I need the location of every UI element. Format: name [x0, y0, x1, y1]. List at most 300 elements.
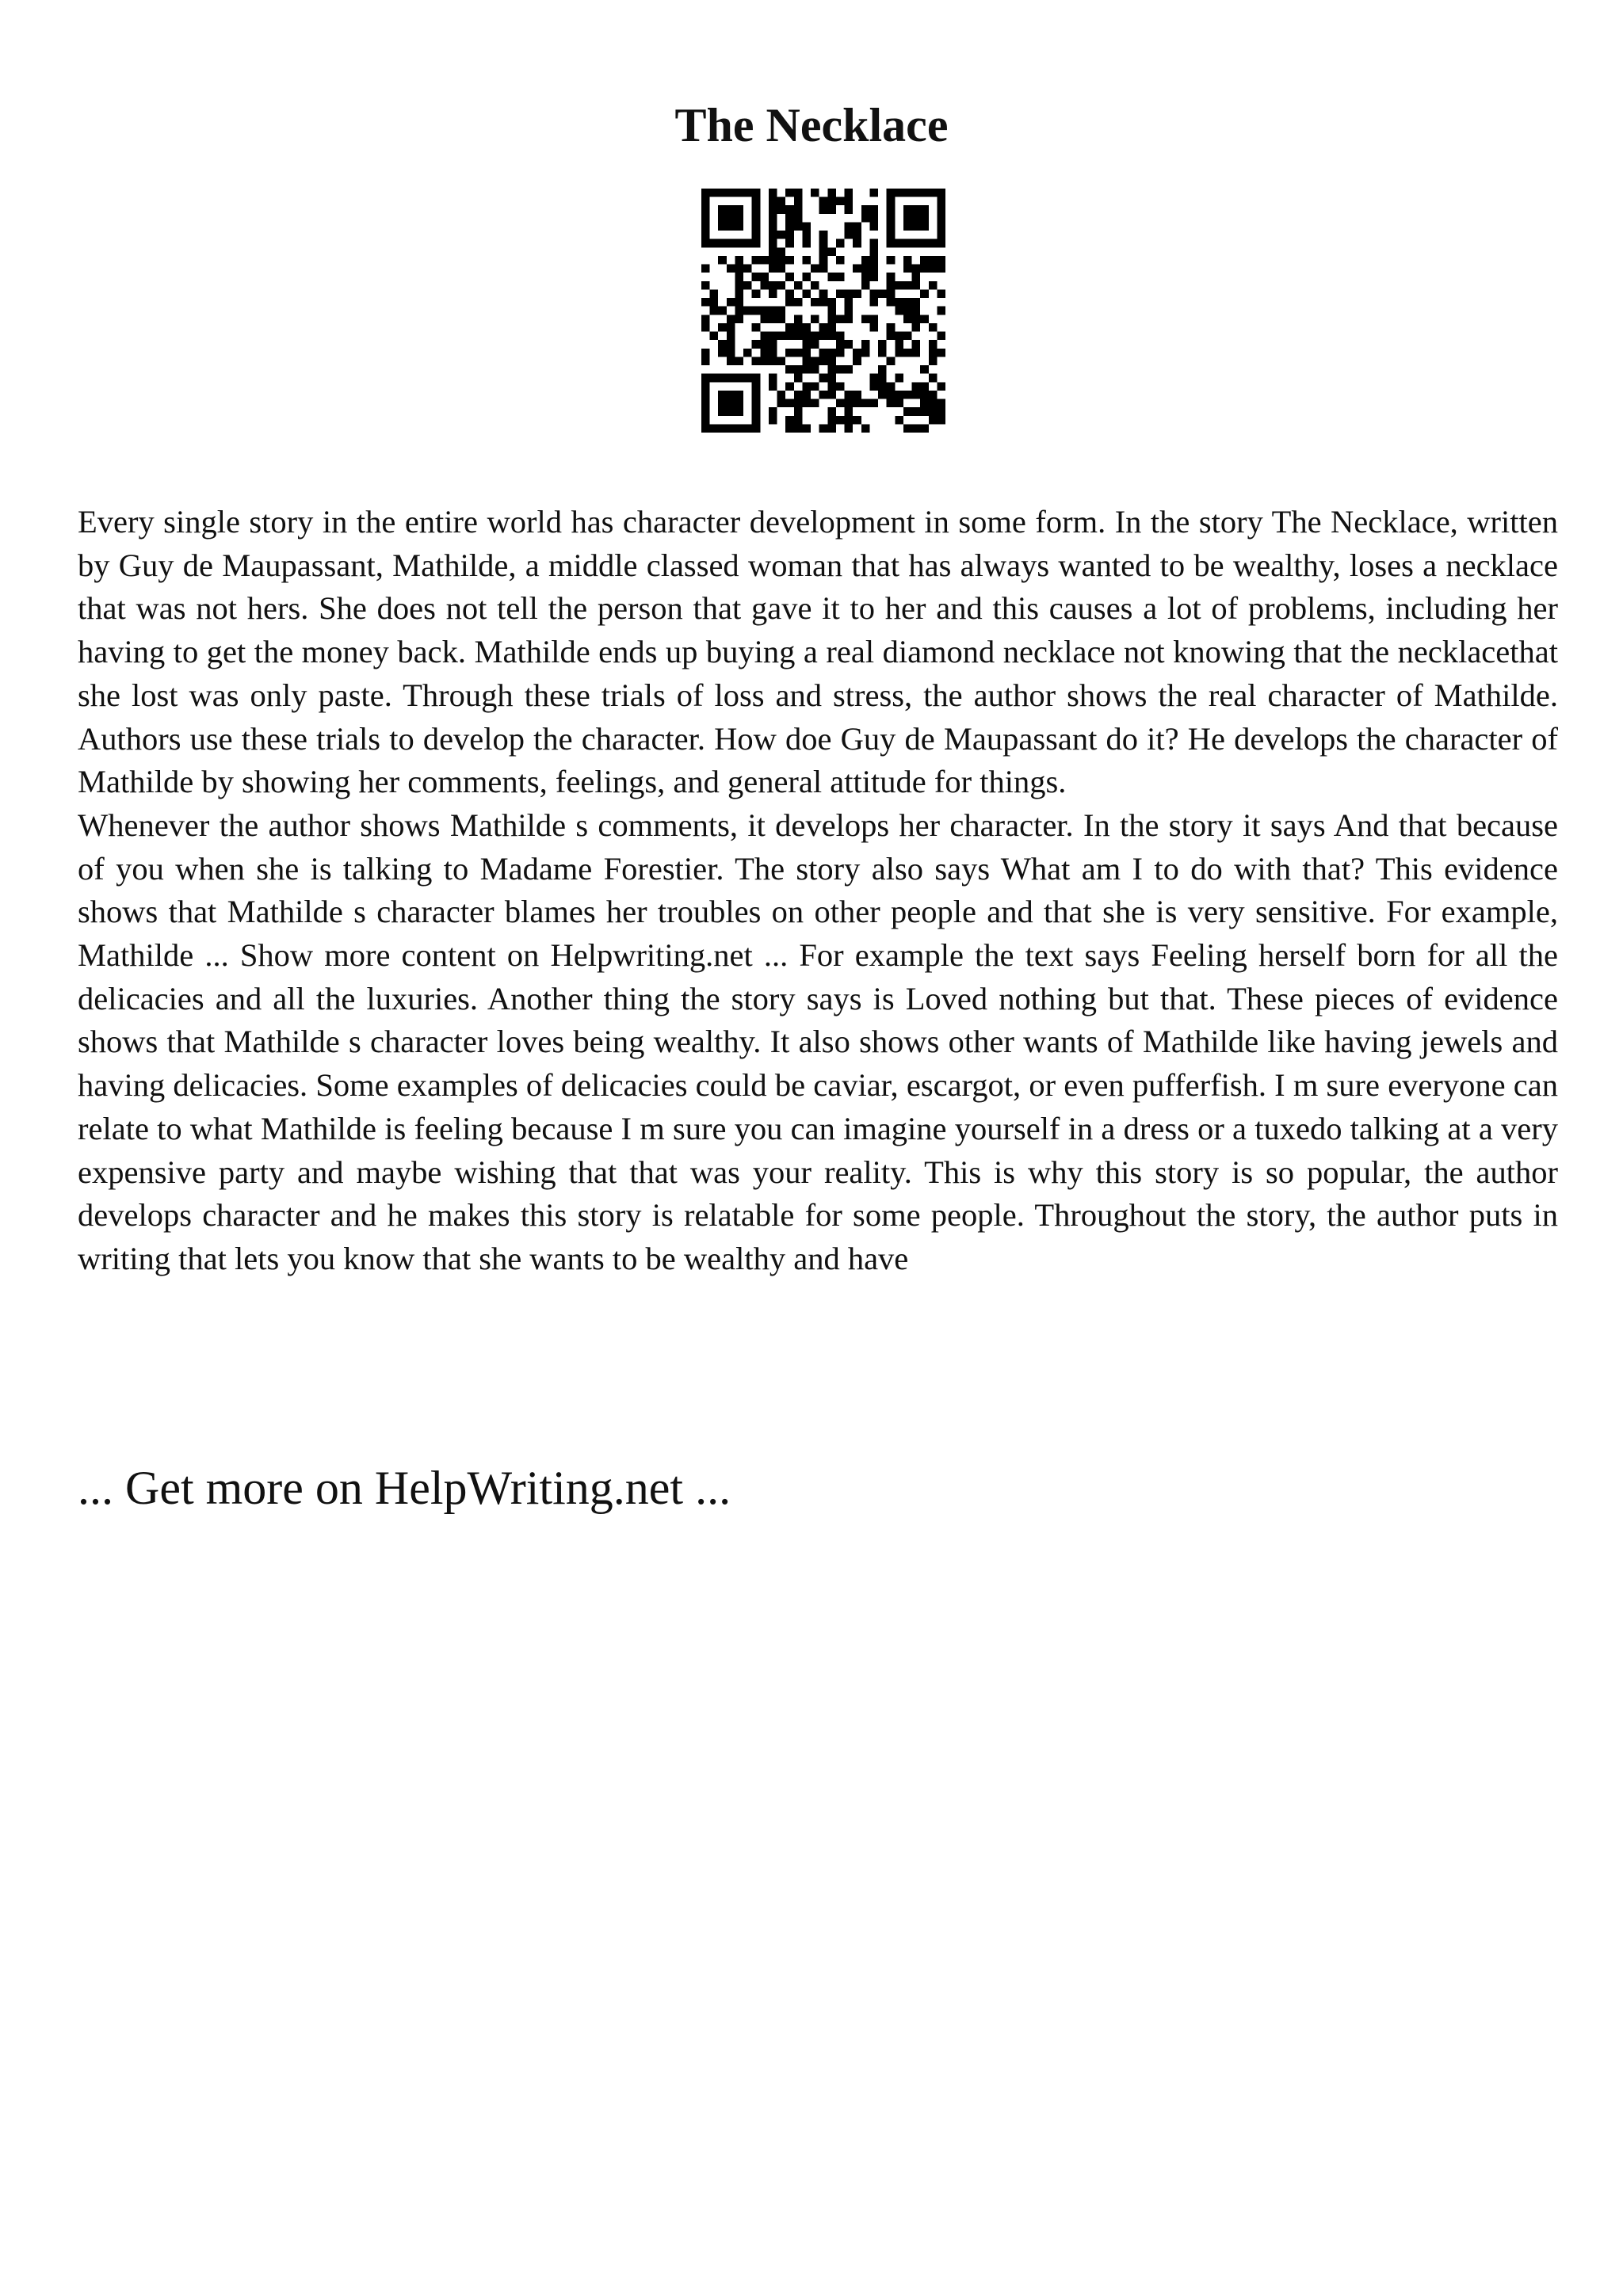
- qr-module: [903, 256, 912, 265]
- qr-module: [819, 205, 828, 214]
- qr-module: [710, 289, 719, 298]
- qr-module: [769, 265, 777, 273]
- qr-module: [827, 382, 836, 391]
- essay-paragraph-intro: Every single story in the entire world has character development in some form. In the story The Necklace, written by Guy de Maupassant, Mathilde, a middle classed woman that has always wanted to be wealthy, loses a necklace that was not hers. She does not tell the person that gave it to her and this causes a lot of problems, including her having to get the money back. Mathilde ends up buying a real diamond necklace not knowing that the necklacethat she lost was only paste. Through these trials of loss and stress, the author shows the real character of Mathilde. Authors use these trials to develop the character. How doe Guy de Maupassant do it? He develops the character of Mathilde by showing her comments, feelings, and general attitude for things.: [78, 504, 1558, 800]
- qr-module: [802, 289, 811, 298]
- qr-module: [912, 307, 921, 315]
- qr-code-icon[interactable]: [701, 189, 945, 433]
- qr-module: [937, 382, 945, 391]
- qr-module: [929, 281, 938, 290]
- qr-module: [853, 399, 861, 408]
- qr-module: [836, 340, 845, 349]
- qr-module: [811, 281, 819, 290]
- qr-module: [845, 315, 854, 323]
- qr-module: [937, 332, 945, 341]
- qr-module: [769, 205, 777, 214]
- qr-module: [743, 307, 752, 315]
- qr-module: [718, 222, 727, 231]
- qr-module: [912, 424, 921, 433]
- qr-module: [920, 391, 929, 399]
- qr-module: [727, 205, 735, 214]
- qr-module: [887, 256, 896, 265]
- qr-module: [903, 281, 912, 290]
- qr-module: [811, 382, 819, 391]
- qr-module: [937, 349, 945, 357]
- qr-module: [861, 214, 870, 223]
- qr-module: [912, 407, 921, 416]
- qr-module: [920, 315, 929, 323]
- qr-module: [895, 340, 903, 349]
- qr-module: [752, 239, 761, 248]
- qr-module: [845, 298, 854, 307]
- qr-module: [760, 281, 769, 290]
- qr-module: [802, 365, 811, 374]
- qr-module: [794, 315, 803, 323]
- qr-module: [701, 349, 710, 357]
- qr-module: [887, 239, 896, 248]
- qr-module: [794, 281, 803, 290]
- qr-module: [836, 273, 845, 281]
- qr-module: [777, 315, 786, 323]
- qr-module: [887, 289, 896, 298]
- qr-module: [727, 189, 735, 197]
- qr-module: [769, 222, 777, 231]
- qr-module: [811, 265, 819, 273]
- qr-module: [752, 382, 761, 391]
- qr-module: [743, 424, 752, 433]
- qr-module: [794, 332, 803, 341]
- qr-module: [785, 416, 794, 425]
- qr-module: [727, 399, 735, 408]
- qr-module: [845, 222, 854, 231]
- qr-module: [929, 374, 938, 383]
- qr-module: [827, 189, 836, 197]
- qr-module: [701, 399, 710, 408]
- qr-module: [887, 214, 896, 223]
- qr-module: [743, 239, 752, 248]
- qr-module: [710, 332, 719, 341]
- qr-module: [836, 315, 845, 323]
- qr-module: [845, 340, 854, 349]
- qr-module: [836, 382, 845, 391]
- qr-module: [836, 289, 845, 298]
- qr-module: [752, 416, 761, 425]
- qr-module: [861, 340, 870, 349]
- qr-module: [869, 214, 878, 223]
- qr-module: [794, 189, 803, 197]
- qr-module: [836, 256, 845, 265]
- qr-module: [777, 399, 786, 408]
- qr-module: [735, 273, 743, 281]
- qr-module: [727, 349, 735, 357]
- qr-module: [920, 239, 929, 248]
- qr-module: [735, 205, 743, 214]
- qr-module: [752, 289, 761, 298]
- qr-module: [727, 323, 735, 332]
- qr-module: [735, 239, 743, 248]
- qr-module: [794, 222, 803, 231]
- qr-module: [845, 307, 854, 315]
- qr-module: [794, 399, 803, 408]
- qr-module: [802, 256, 811, 265]
- qr-module: [743, 374, 752, 383]
- qr-module: [929, 391, 938, 399]
- qr-module: [887, 281, 896, 290]
- qr-module: [727, 407, 735, 416]
- qr-module: [929, 256, 938, 265]
- qr-module: [827, 332, 836, 341]
- qr-module: [794, 205, 803, 214]
- qr-module: [887, 197, 896, 206]
- qr-module: [878, 289, 887, 298]
- qr-module: [701, 231, 710, 239]
- qr-module: [853, 222, 861, 231]
- qr-module: [861, 399, 870, 408]
- qr-module: [785, 222, 794, 231]
- qr-module: [710, 424, 719, 433]
- qr-module: [802, 424, 811, 433]
- qr-module: [769, 289, 777, 298]
- qr-module: [912, 273, 921, 281]
- qr-module: [836, 197, 845, 206]
- qr-module: [802, 349, 811, 357]
- qr-module: [735, 399, 743, 408]
- qr-module: [895, 307, 903, 315]
- qr-module: [845, 407, 854, 416]
- qr-module: [937, 407, 945, 416]
- qr-module: [920, 256, 929, 265]
- qr-module: [735, 265, 743, 273]
- qr-module: [701, 214, 710, 223]
- qr-module: [777, 391, 786, 399]
- qr-module: [794, 391, 803, 399]
- qr-module: [912, 349, 921, 357]
- qr-module: [769, 231, 777, 239]
- qr-module: [769, 281, 777, 290]
- qr-module: [794, 374, 803, 383]
- qr-module: [802, 231, 811, 239]
- qr-module: [853, 391, 861, 399]
- qr-module: [752, 189, 761, 197]
- qr-module: [912, 214, 921, 223]
- qr-module: [710, 307, 719, 315]
- qr-module: [827, 374, 836, 383]
- qr-module: [819, 357, 828, 365]
- qr-module: [903, 222, 912, 231]
- qr-module: [845, 365, 854, 374]
- qr-module: [819, 231, 828, 239]
- qr-module: [735, 357, 743, 365]
- qr-module: [785, 382, 794, 391]
- qr-module: [853, 265, 861, 273]
- qr-module: [785, 323, 794, 332]
- qr-module: [869, 298, 878, 307]
- qr-module: [836, 365, 845, 374]
- qr-module: [903, 265, 912, 273]
- qr-module: [845, 424, 854, 433]
- qr-module: [785, 349, 794, 357]
- qr-module: [718, 374, 727, 383]
- qr-module: [869, 205, 878, 214]
- qr-module: [861, 256, 870, 265]
- qr-module: [861, 281, 870, 290]
- qr-module: [718, 391, 727, 399]
- qr-module: [752, 424, 761, 433]
- qr-module: [903, 205, 912, 214]
- qr-module: [878, 340, 887, 349]
- qr-module: [895, 298, 903, 307]
- qr-module: [735, 407, 743, 416]
- qr-module: [845, 205, 854, 214]
- qr-module: [718, 349, 727, 357]
- qr-module: [887, 332, 896, 341]
- qr-module: [895, 391, 903, 399]
- qr-module: [853, 289, 861, 298]
- qr-module: [887, 205, 896, 214]
- qr-module: [785, 231, 794, 239]
- qr-module: [903, 189, 912, 197]
- qr-module: [811, 332, 819, 341]
- qr-module: [735, 298, 743, 307]
- qr-module: [727, 332, 735, 341]
- qr-module: [861, 265, 870, 273]
- qr-module: [819, 247, 828, 256]
- qr-module: [920, 222, 929, 231]
- qr-module: [794, 298, 803, 307]
- qr-module: [861, 349, 870, 357]
- qr-module: [802, 340, 811, 349]
- qr-module: [819, 256, 828, 265]
- qr-module: [895, 239, 903, 248]
- qr-module: [777, 307, 786, 315]
- qr-module: [895, 399, 903, 408]
- qr-module: [845, 197, 854, 206]
- qr-module: [769, 332, 777, 341]
- qr-module: [710, 298, 719, 307]
- qr-module: [727, 222, 735, 231]
- qr-module: [752, 205, 761, 214]
- qr-module: [769, 189, 777, 197]
- qr-module: [718, 399, 727, 408]
- qr-module: [777, 231, 786, 239]
- qr-module: [827, 315, 836, 323]
- qr-module: [920, 365, 929, 374]
- qr-module: [735, 281, 743, 290]
- qr-module: [869, 399, 878, 408]
- qr-module: [895, 281, 903, 290]
- qr-module: [869, 247, 878, 256]
- get-more-link[interactable]: ... Get more on HelpWriting.net ...: [78, 1462, 731, 1514]
- qr-module: [827, 407, 836, 416]
- qr-module: [802, 323, 811, 332]
- qr-module: [903, 214, 912, 223]
- qr-module: [887, 323, 896, 332]
- qr-module: [777, 265, 786, 273]
- qr-module: [869, 265, 878, 273]
- qr-module: [752, 256, 761, 265]
- qr-module: [903, 332, 912, 341]
- qr-module: [752, 222, 761, 231]
- qr-module: [903, 424, 912, 433]
- qr-module: [869, 289, 878, 298]
- qr-module: [895, 189, 903, 197]
- qr-module: [937, 239, 945, 248]
- qr-module: [701, 197, 710, 206]
- qr-module: [811, 399, 819, 408]
- qr-module: [853, 349, 861, 357]
- qr-module: [869, 273, 878, 281]
- qr-module: [701, 222, 710, 231]
- qr-module: [819, 265, 828, 273]
- qr-module: [878, 391, 887, 399]
- qr-module: [937, 222, 945, 231]
- qr-module: [887, 273, 896, 281]
- qr-module: [794, 349, 803, 357]
- qr-module: [701, 189, 710, 197]
- qr-module: [827, 424, 836, 433]
- qr-module: [937, 256, 945, 265]
- qr-module: [769, 407, 777, 416]
- qr-module: [760, 332, 769, 341]
- qr-module: [836, 239, 845, 248]
- qr-module: [735, 307, 743, 315]
- qr-module: [819, 391, 828, 399]
- qr-module: [920, 289, 929, 298]
- qr-module: [727, 391, 735, 399]
- qr-module: [912, 323, 921, 332]
- qr-module: [827, 273, 836, 281]
- qr-module: [777, 205, 786, 214]
- qr-module: [769, 340, 777, 349]
- qr-module: [701, 407, 710, 416]
- qr-module: [760, 256, 769, 265]
- qr-module: [895, 374, 903, 383]
- qr-module: [785, 365, 794, 374]
- qr-module: [727, 357, 735, 365]
- qr-module: [752, 307, 761, 315]
- qr-module: [819, 197, 828, 206]
- qr-module: [819, 298, 828, 307]
- qr-module: [752, 374, 761, 383]
- qr-module: [929, 399, 938, 408]
- qr-module: [912, 298, 921, 307]
- qr-module: [929, 239, 938, 248]
- qr-module: [903, 315, 912, 323]
- qr-module: [802, 357, 811, 365]
- qr-module: [811, 357, 819, 365]
- qr-module: [912, 382, 921, 391]
- qr-module: [718, 205, 727, 214]
- qr-module: [777, 256, 786, 265]
- qr-module: [743, 265, 752, 273]
- qr-module: [937, 307, 945, 315]
- qr-module: [701, 357, 710, 365]
- qr-module: [769, 247, 777, 256]
- qr-module: [819, 289, 828, 298]
- qr-module: [718, 214, 727, 223]
- qr-module: [710, 374, 719, 383]
- qr-module: [743, 281, 752, 290]
- qr-module: [861, 205, 870, 214]
- qr-module: [752, 231, 761, 239]
- qr-module: [735, 424, 743, 433]
- qr-module: [929, 323, 938, 332]
- qr-module: [861, 424, 870, 433]
- qr-module: [853, 416, 861, 425]
- qr-module: [937, 231, 945, 239]
- qr-module: [869, 239, 878, 248]
- qr-module: [718, 307, 727, 315]
- qr-module: [819, 374, 828, 383]
- qr-module: [785, 256, 794, 265]
- qr-module: [937, 214, 945, 223]
- qr-module: [827, 349, 836, 357]
- qr-module: [785, 332, 794, 341]
- qr-module: [769, 315, 777, 323]
- qr-module: [845, 289, 854, 298]
- qr-module: [853, 231, 861, 239]
- qr-module: [752, 273, 761, 281]
- qr-module: [769, 197, 777, 206]
- qr-module: [794, 416, 803, 425]
- qr-module: [920, 265, 929, 273]
- qr-module: [735, 222, 743, 231]
- qr-module: [802, 399, 811, 408]
- essay-body: [78, 501, 1558, 1281]
- qr-module: [769, 416, 777, 425]
- qr-module: [912, 315, 921, 323]
- qr-module: [937, 265, 945, 273]
- qr-module: [827, 365, 836, 374]
- qr-module: [827, 205, 836, 214]
- qr-module: [887, 357, 896, 365]
- qr-module: [718, 256, 727, 265]
- qr-module: [760, 357, 769, 365]
- qr-module: [735, 289, 743, 298]
- qr-module: [735, 391, 743, 399]
- qr-module: [701, 391, 710, 399]
- qr-module: [869, 374, 878, 383]
- qr-module: [727, 265, 735, 273]
- qr-module: [701, 416, 710, 425]
- qr-module: [836, 416, 845, 425]
- qr-module: [887, 391, 896, 399]
- qr-module: [752, 323, 761, 332]
- qr-module: [727, 214, 735, 223]
- qr-module: [769, 349, 777, 357]
- qr-module: [878, 382, 887, 391]
- qr-module: [701, 298, 710, 307]
- qr-module: [845, 189, 854, 197]
- qr-module: [827, 298, 836, 307]
- qr-module: [701, 281, 710, 290]
- qr-module: [920, 205, 929, 214]
- qr-module: [929, 189, 938, 197]
- qr-module: [811, 298, 819, 307]
- qr-module: [760, 273, 769, 281]
- qr-module: [827, 391, 836, 399]
- qr-module: [920, 424, 929, 433]
- qr-module: [853, 239, 861, 248]
- qr-module: [869, 256, 878, 265]
- qr-module: [769, 374, 777, 383]
- qr-module: [869, 315, 878, 323]
- qr-module: [912, 239, 921, 248]
- qr-module: [735, 374, 743, 383]
- qr-module: [769, 239, 777, 248]
- qr-module: [769, 256, 777, 265]
- qr-module: [895, 349, 903, 357]
